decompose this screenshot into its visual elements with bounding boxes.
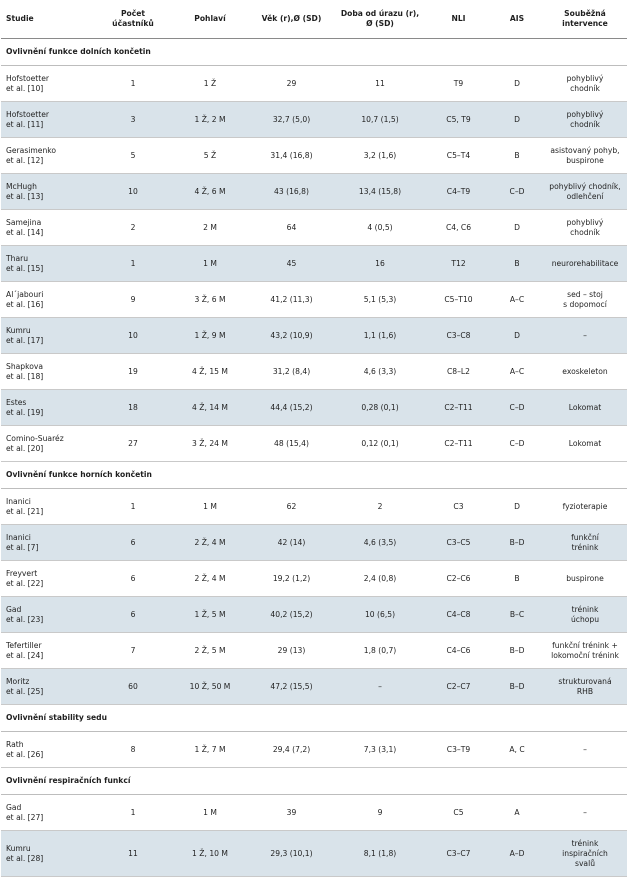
cell-pocet: 11 xyxy=(95,831,171,877)
cell-doba: 2 xyxy=(334,489,426,525)
cell-ais: B–D xyxy=(491,669,543,705)
cell-ais: C–D xyxy=(491,390,543,426)
cell-pocet: 10 xyxy=(95,174,171,210)
cell-pohlavi: 3 Ž, 6 M xyxy=(171,282,249,318)
cell-nli: C5, T9 xyxy=(426,102,491,138)
cell-studie xyxy=(1,732,95,768)
cell-pohlavi: 4 Ž, 14 M xyxy=(171,390,249,426)
cell-pohlavi: 1 M xyxy=(171,489,249,525)
cell-ais: D xyxy=(491,102,543,138)
cell-intervence-line: fyzioterapie xyxy=(562,501,608,511)
cell-intervence-line: chodník xyxy=(570,227,600,237)
cell-ais: D xyxy=(491,489,543,525)
cell-intervence xyxy=(543,66,627,102)
col-header-vek: Věk (r),Ø (SD) xyxy=(249,0,334,39)
cell-studie-line: Estes xyxy=(6,397,27,407)
cell-pohlavi: 1 Ž, 2 M xyxy=(171,102,249,138)
cell-ais: A–C xyxy=(491,282,543,318)
cell-nli: C4, C6 xyxy=(426,210,491,246)
cell-studie-line: et al. [7] xyxy=(6,542,39,552)
cell-studie xyxy=(1,210,95,246)
table-row xyxy=(1,390,627,426)
cell-pocet: 9 xyxy=(95,282,171,318)
cell-ais: C–D xyxy=(491,426,543,462)
cell-intervence-line: – xyxy=(583,807,587,817)
cell-vek: 43,2 (10,9) xyxy=(249,318,334,354)
cell-ais: B xyxy=(491,138,543,174)
col-header-doba: Doba od úrazu (r), Ø (SD) xyxy=(334,0,426,39)
cell-vek: 19,2 (1,2) xyxy=(249,561,334,597)
cell-pocet: 1 xyxy=(95,66,171,102)
cell-pohlavi: 4 Ž, 6 M xyxy=(171,174,249,210)
cell-vek: 44,4 (15,2) xyxy=(249,390,334,426)
cell-intervence-line: buspirone xyxy=(566,155,604,165)
cell-intervence xyxy=(543,210,627,246)
cell-ais: D xyxy=(491,66,543,102)
cell-intervence xyxy=(543,669,627,705)
cell-ais: A xyxy=(491,795,543,831)
cell-doba: 1,1 (1,6) xyxy=(334,318,426,354)
col-header-studie: Studie xyxy=(1,0,95,39)
cell-nli: C5–T4 xyxy=(426,138,491,174)
table-row xyxy=(1,525,627,561)
cell-intervence-line: odlehčení xyxy=(566,191,604,201)
cell-ais: A–D xyxy=(491,831,543,877)
cell-vek: 48 (15,4) xyxy=(249,426,334,462)
table-row xyxy=(1,489,627,525)
cell-nli: C5 xyxy=(426,795,491,831)
cell-vek: 29,3 (10,1) xyxy=(249,831,334,877)
cell-pohlavi: 2 M xyxy=(171,210,249,246)
cell-pohlavi: 2 Ž, 5 M xyxy=(171,633,249,669)
cell-studie-line: et al. [17] xyxy=(6,335,44,345)
table-row xyxy=(1,282,627,318)
table-row xyxy=(1,138,627,174)
cell-vek: 29 xyxy=(249,66,334,102)
cell-studie-line: et al. [22] xyxy=(6,578,44,588)
table-row xyxy=(1,210,627,246)
cell-pohlavi: 10 Ž, 50 M xyxy=(171,669,249,705)
cell-ais: C–D xyxy=(491,174,543,210)
table-row xyxy=(1,174,627,210)
table-row xyxy=(1,426,627,462)
cell-ais: B xyxy=(491,561,543,597)
cell-studie-line: et al. [26] xyxy=(6,749,44,759)
cell-studie-line: et al. [23] xyxy=(6,614,44,624)
cell-pocet: 5 xyxy=(95,138,171,174)
table-row xyxy=(1,102,627,138)
col-header-pocet: Počet účastníků xyxy=(95,0,171,39)
cell-studie-line: Inanici xyxy=(6,496,31,506)
cell-doba: 1,8 (0,7) xyxy=(334,633,426,669)
cell-intervence xyxy=(543,354,627,390)
cell-nli: C8–L2 xyxy=(426,354,491,390)
table-row xyxy=(1,318,627,354)
cell-ais: B xyxy=(491,246,543,282)
cell-pohlavi: 1 M xyxy=(171,795,249,831)
cell-doba: 4 (0,5) xyxy=(334,210,426,246)
cell-vek: 47,2 (15,5) xyxy=(249,669,334,705)
cell-doba: 8,1 (1,8) xyxy=(334,831,426,877)
cell-studie xyxy=(1,354,95,390)
section-title: Ovlivnění funkce dolních končetin xyxy=(1,39,627,66)
cell-studie-line: et al. [24] xyxy=(6,650,44,660)
cell-vek: 32,7 (5,0) xyxy=(249,102,334,138)
section-row xyxy=(1,705,627,732)
section-title: Ovlivnění respiračních funkcí xyxy=(1,768,627,795)
cell-ais: B–D xyxy=(491,633,543,669)
cell-studie-line: Inanici xyxy=(6,532,31,542)
cell-studie-line: et al. [13] xyxy=(6,191,44,201)
cell-studie-line: Comino-Suaréz xyxy=(6,433,64,443)
cell-studie-line: Samejina xyxy=(6,217,42,227)
cell-pohlavi: 4 Ž, 15 M xyxy=(171,354,249,390)
cell-studie xyxy=(1,669,95,705)
section-title: Ovlivnění stability sedu xyxy=(1,705,627,732)
cell-vek: 62 xyxy=(249,489,334,525)
cell-nli: C3–T9 xyxy=(426,732,491,768)
cell-pocet: 3 xyxy=(95,102,171,138)
cell-vek: 45 xyxy=(249,246,334,282)
table-row xyxy=(1,633,627,669)
cell-pohlavi: 5 Ž xyxy=(171,138,249,174)
col-header-pohlavi: Pohlaví xyxy=(171,0,249,39)
table-row xyxy=(1,597,627,633)
cell-doba: – xyxy=(334,669,426,705)
cell-studie xyxy=(1,282,95,318)
table-row xyxy=(1,246,627,282)
cell-studie-line: et al. [27] xyxy=(6,812,44,822)
cell-intervence-line: strukturovaná xyxy=(558,676,612,686)
cell-doba: 9 xyxy=(334,795,426,831)
table-row xyxy=(1,669,627,705)
cell-intervence-line: trénink xyxy=(571,542,599,552)
cell-studie-line: et al. [20] xyxy=(6,443,44,453)
cell-pohlavi: 1 Ž, 5 M xyxy=(171,597,249,633)
cell-intervence-line: exoskeleton xyxy=(562,366,608,376)
cell-nli: C4–T9 xyxy=(426,174,491,210)
cell-studie xyxy=(1,633,95,669)
cell-intervence-line: pohyblivý xyxy=(566,109,604,119)
cell-studie-line: Tefertiller xyxy=(6,640,42,650)
cell-intervence-line: s dopomocí xyxy=(563,299,607,309)
cell-studie-line: Gerasimenko xyxy=(6,145,57,155)
cell-pohlavi: 2 Ž, 4 M xyxy=(171,525,249,561)
cell-pohlavi: 1 Ž, 10 M xyxy=(171,831,249,877)
cell-intervence-line: pohyblivý xyxy=(566,217,604,227)
cell-pohlavi: 2 Ž, 4 M xyxy=(171,561,249,597)
table-row xyxy=(1,66,627,102)
cell-studie xyxy=(1,489,95,525)
cell-studie-line: Hofstoetter xyxy=(6,109,50,119)
cell-studie-line: Hofstoetter xyxy=(6,73,50,83)
cell-doba: 4,6 (3,5) xyxy=(334,525,426,561)
cell-nli: C2–C6 xyxy=(426,561,491,597)
cell-studie xyxy=(1,318,95,354)
cell-studie xyxy=(1,174,95,210)
cell-studie-line: et al. [21] xyxy=(6,506,44,516)
cell-vek: 41,2 (11,3) xyxy=(249,282,334,318)
cell-intervence xyxy=(543,561,627,597)
cell-studie-line: et al. [10] xyxy=(6,83,44,93)
cell-studie-line: Rath xyxy=(6,739,24,749)
cell-studie xyxy=(1,246,95,282)
section-title: Ovlivnění funkce horních končetin xyxy=(1,462,627,489)
cell-ais: B–D xyxy=(491,525,543,561)
cell-intervence xyxy=(543,426,627,462)
table-row xyxy=(1,354,627,390)
col-header-nli: NLI xyxy=(426,0,491,39)
cell-vek: 29 (13) xyxy=(249,633,334,669)
cell-pocet: 2 xyxy=(95,210,171,246)
cell-intervence-line: funkční trénink + xyxy=(552,640,618,650)
cell-intervence-line: trénink xyxy=(571,838,599,848)
cell-ais: B–C xyxy=(491,597,543,633)
cell-pocet: 6 xyxy=(95,525,171,561)
cell-studie-line: Freyvert xyxy=(6,568,38,578)
cell-intervence-line: RHB xyxy=(576,686,594,696)
cell-doba: 0,12 (0,1) xyxy=(334,426,426,462)
cell-studie-line: et al. [14] xyxy=(6,227,44,237)
cell-studie-line: Al´jabouri xyxy=(6,289,44,299)
cell-vek: 40,2 (15,2) xyxy=(249,597,334,633)
cell-intervence-line: – xyxy=(583,330,587,340)
cell-intervence-line: pohyblivý chodník, xyxy=(549,181,621,191)
cell-studie xyxy=(1,597,95,633)
cell-pocet: 18 xyxy=(95,390,171,426)
cell-intervence-line: funkční xyxy=(571,532,599,542)
cell-intervence-line: úchopu xyxy=(570,614,600,624)
cell-intervence xyxy=(543,525,627,561)
cell-pocet: 1 xyxy=(95,489,171,525)
cell-nli: T12 xyxy=(426,246,491,282)
cell-ais: A, C xyxy=(491,732,543,768)
cell-intervence xyxy=(543,318,627,354)
cell-intervence xyxy=(543,597,627,633)
cell-intervence xyxy=(543,174,627,210)
cell-vek: 31,4 (16,8) xyxy=(249,138,334,174)
cell-pocet: 1 xyxy=(95,795,171,831)
cell-intervence-line: Lokomat xyxy=(568,402,602,412)
cell-intervence-line: – xyxy=(583,744,587,754)
cell-nli: C3–C7 xyxy=(426,831,491,877)
cell-pocet: 60 xyxy=(95,669,171,705)
cell-nli: C2–T11 xyxy=(426,426,491,462)
cell-intervence-line: pohyblivý xyxy=(566,73,604,83)
cell-studie-line: et al. [28] xyxy=(6,853,44,863)
cell-pohlavi: 1 Ž, 7 M xyxy=(171,732,249,768)
cell-nli: C2–C7 xyxy=(426,669,491,705)
cell-doba: 10 (6,5) xyxy=(334,597,426,633)
cell-vek: 43 (16,8) xyxy=(249,174,334,210)
cell-intervence-line: trénink xyxy=(571,604,599,614)
cell-nli: C5–T10 xyxy=(426,282,491,318)
cell-doba: 2,4 (0,8) xyxy=(334,561,426,597)
cell-intervence xyxy=(543,732,627,768)
cell-doba: 13,4 (15,8) xyxy=(334,174,426,210)
cell-intervence xyxy=(543,489,627,525)
cell-pocet: 7 xyxy=(95,633,171,669)
cell-pocet: 27 xyxy=(95,426,171,462)
cell-pocet: 10 xyxy=(95,318,171,354)
cell-intervence-line: inspiračních xyxy=(562,848,608,858)
cell-studie-line: Kumru xyxy=(6,843,31,853)
cell-nli: T9 xyxy=(426,66,491,102)
cell-doba: 3,2 (1,6) xyxy=(334,138,426,174)
cell-studie-line: Kumru xyxy=(6,325,31,335)
cell-pocet: 6 xyxy=(95,561,171,597)
cell-intervence xyxy=(543,831,627,877)
cell-doba: 0,28 (0,1) xyxy=(334,390,426,426)
table-row xyxy=(1,732,627,768)
cell-studie xyxy=(1,102,95,138)
cell-ais: D xyxy=(491,318,543,354)
cell-pohlavi: 1 M xyxy=(171,246,249,282)
cell-pohlavi: 3 Ž, 24 M xyxy=(171,426,249,462)
cell-studie xyxy=(1,138,95,174)
cell-doba: 5,1 (5,3) xyxy=(334,282,426,318)
cell-pocet: 8 xyxy=(95,732,171,768)
cell-nli: C3–C5 xyxy=(426,525,491,561)
cell-ais: D xyxy=(491,210,543,246)
cell-studie-line: et al. [12] xyxy=(6,155,44,165)
cell-doba: 16 xyxy=(334,246,426,282)
cell-intervence xyxy=(543,246,627,282)
cell-studie xyxy=(1,525,95,561)
cell-pohlavi: 1 Ž, 9 M xyxy=(171,318,249,354)
section-row xyxy=(1,39,627,66)
cell-intervence xyxy=(543,390,627,426)
table-row xyxy=(1,831,627,877)
cell-studie-line: Shapkova xyxy=(6,361,44,371)
col-header-ais: AIS xyxy=(491,0,543,39)
cell-vek: 29,4 (7,2) xyxy=(249,732,334,768)
cell-doba: 7,3 (3,1) xyxy=(334,732,426,768)
cell-vek: 64 xyxy=(249,210,334,246)
cell-intervence-line: Lokomat xyxy=(568,438,602,448)
cell-intervence-line: buspirone xyxy=(566,573,604,583)
cell-studie-line: et al. [15] xyxy=(6,263,44,273)
studies-table xyxy=(1,0,627,877)
cell-intervence xyxy=(543,633,627,669)
cell-ais: A–C xyxy=(491,354,543,390)
cell-nli: C3 xyxy=(426,489,491,525)
cell-studie-line: Gad xyxy=(6,802,22,812)
cell-studie xyxy=(1,66,95,102)
cell-studie xyxy=(1,561,95,597)
cell-studie-line: Tharu xyxy=(6,253,29,263)
cell-studie-line: et al. [16] xyxy=(6,299,44,309)
cell-nli: C2–T11 xyxy=(426,390,491,426)
cell-intervence xyxy=(543,138,627,174)
cell-nli: C4–C6 xyxy=(426,633,491,669)
cell-vek: 39 xyxy=(249,795,334,831)
cell-pohlavi: 1 Ž xyxy=(171,66,249,102)
cell-intervence xyxy=(543,282,627,318)
cell-vek: 31,2 (8,4) xyxy=(249,354,334,390)
cell-studie-line: Moritz xyxy=(6,676,30,686)
cell-doba: 4,6 (3,3) xyxy=(334,354,426,390)
cell-studie-line: et al. [18] xyxy=(6,371,44,381)
cell-intervence-line: chodník xyxy=(570,119,600,129)
cell-intervence-line: svalů xyxy=(574,858,596,868)
cell-vek: 42 (14) xyxy=(249,525,334,561)
table-body xyxy=(1,39,627,877)
cell-nli: C3–C8 xyxy=(426,318,491,354)
cell-studie xyxy=(1,426,95,462)
cell-intervence-line: neurorehabilitace xyxy=(551,258,619,268)
cell-intervence-line: chodník xyxy=(570,83,600,93)
cell-studie-line: McHugh xyxy=(6,181,37,191)
cell-intervence-line: asistovaný pohyb, xyxy=(550,145,620,155)
cell-doba: 10,7 (1,5) xyxy=(334,102,426,138)
section-row xyxy=(1,768,627,795)
cell-studie-line: Gad xyxy=(6,604,22,614)
cell-studie xyxy=(1,390,95,426)
table-row xyxy=(1,561,627,597)
header-row xyxy=(1,0,627,39)
cell-studie-line: et al. [19] xyxy=(6,407,44,417)
cell-pocet: 1 xyxy=(95,246,171,282)
cell-studie xyxy=(1,831,95,877)
cell-intervence-line: lokomoční trénink xyxy=(551,650,619,660)
cell-pocet: 19 xyxy=(95,354,171,390)
cell-pocet: 6 xyxy=(95,597,171,633)
cell-doba: 11 xyxy=(334,66,426,102)
cell-intervence-line: sed – stoj xyxy=(567,289,603,299)
cell-intervence xyxy=(543,102,627,138)
col-header-intervence: Souběžná intervence xyxy=(543,0,627,39)
section-row xyxy=(1,462,627,489)
cell-nli: C4–C8 xyxy=(426,597,491,633)
cell-studie-line: et al. [11] xyxy=(6,119,44,129)
cell-studie-line: et al. [25] xyxy=(6,686,44,696)
